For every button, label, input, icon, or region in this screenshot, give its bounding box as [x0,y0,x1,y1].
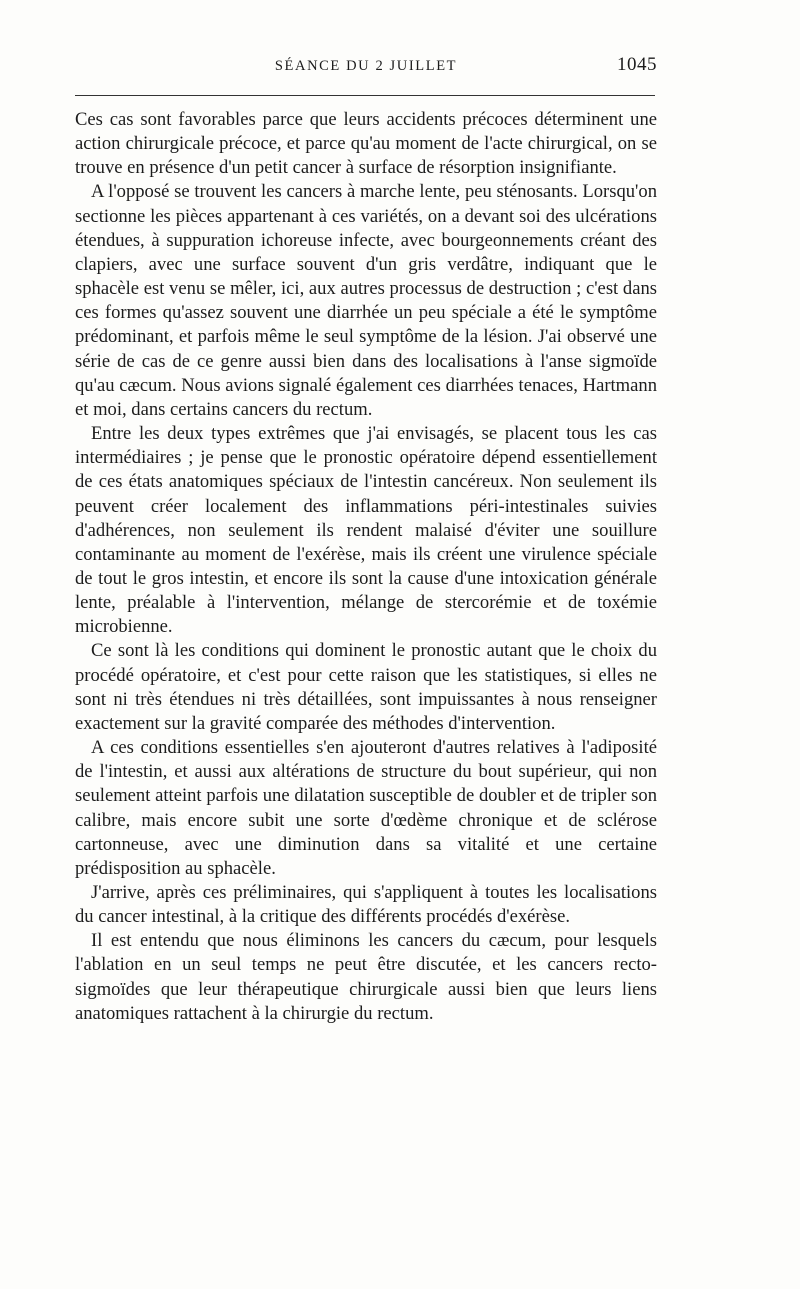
paragraph-1: Ces cas sont favorables parce que leurs accidents précoces déterminent une action chirurgicale précoce, et parce qu'au moment de l'acte chirurgical, on se trouve en présence d'un petit cancer à surface de résorption insignifiante. [75,109,657,179]
paragraph-5: A ces conditions essentielles s'en ajouteront d'autres relatives à l'adiposité de l'intestin, et aussi aux altérations de structure du bout supérieur, qui non seulement atteint parfois une dilatation susceptible de doubler et de tripler son calibre, mais encore subit une sorte d'œdème chronique et de sclérose cartonneuse, avec une diminution dans sa vitalité et une certaine prédisposition au sphacèle. [75,737,657,879]
paragraph-3: Entre les deux types extrêmes que j'ai envisagés, se placent tous les cas intermédiaires ; je pense que le pronostic opératoire dépend essentiellement de ces états anatomiques spéciaux de l'intestin cancéreux. Non seulement ils peuvent créer localement des inflammations péri-intestinales suivies d'adhérences, non seulement ils rendent malaisé d'éviter une souillure contaminante au moment de l'exérèse, mais ils créent une virulence spéciale de tout le gros intestin, et encore ils sont la cause d'une intoxication générale lente, préalable à l'intervention, mélange de stercorémie et de toxémie microbienne. [75,423,657,638]
header-rule [75,95,655,96]
paragraph-2: A l'opposé se trouvent les cancers à marche lente, peu sténosants. Lorsqu'on sectionne les pièces appartenant à ces variétés, on a devant soi des ulcérations étendues, à suppuration ichoreuse infecte, avec bourgeonnements créant des clapiers, avec une surface souvent d'un gris verdâtre, indiquant que le sphacèle est venu se mêler, ici, aux autres processus de destruction ; c'est dans ces formes qu'assez souvent une diarrhée un peu spéciale a été le symptôme prédominant, et parfois même le seul symptôme de la lésion. J'ai observé une série de cas de ce genre aussi bien dans des localisations à l'anse sigmoïde qu'au cæcum. Nous avions signalé également ces diarrhées tenaces, Hartmann et moi, dans certains cancers du rectum. [75,181,657,420]
paragraph-4: Ce sont là les conditions qui dominent le pronostic autant que le choix du procédé opératoire, et c'est pour cette raison que les statistiques, si elles ne sont ni très étendues ni très détaillées, sont impuissantes à nous renseigner exactement sur la gravité comparée des méthodes d'intervention. [75,640,657,734]
running-title: SÉANCE DU 2 JUILLET [274,58,458,74]
page-number: 1045 [617,54,657,75]
paragraph-6: J'arrive, après ces préliminaires, qui s'appliquent à toutes les localisations du cancer intestinal, à la critique des différents procédés d'exérèse. [75,882,657,928]
body-text [75,108,657,1026]
paragraph-7: Il est entendu que nous éliminons les cancers du cæcum, pour lesquels l'ablation en un seul temps ne peut être discutée, et les cancers recto-sigmoïdes que leur thérapeutique chirurgicale aussi bien que leurs liens anatomiques rattachent à la chirurgie du rectum. [75,930,657,1024]
running-head [75,52,657,82]
